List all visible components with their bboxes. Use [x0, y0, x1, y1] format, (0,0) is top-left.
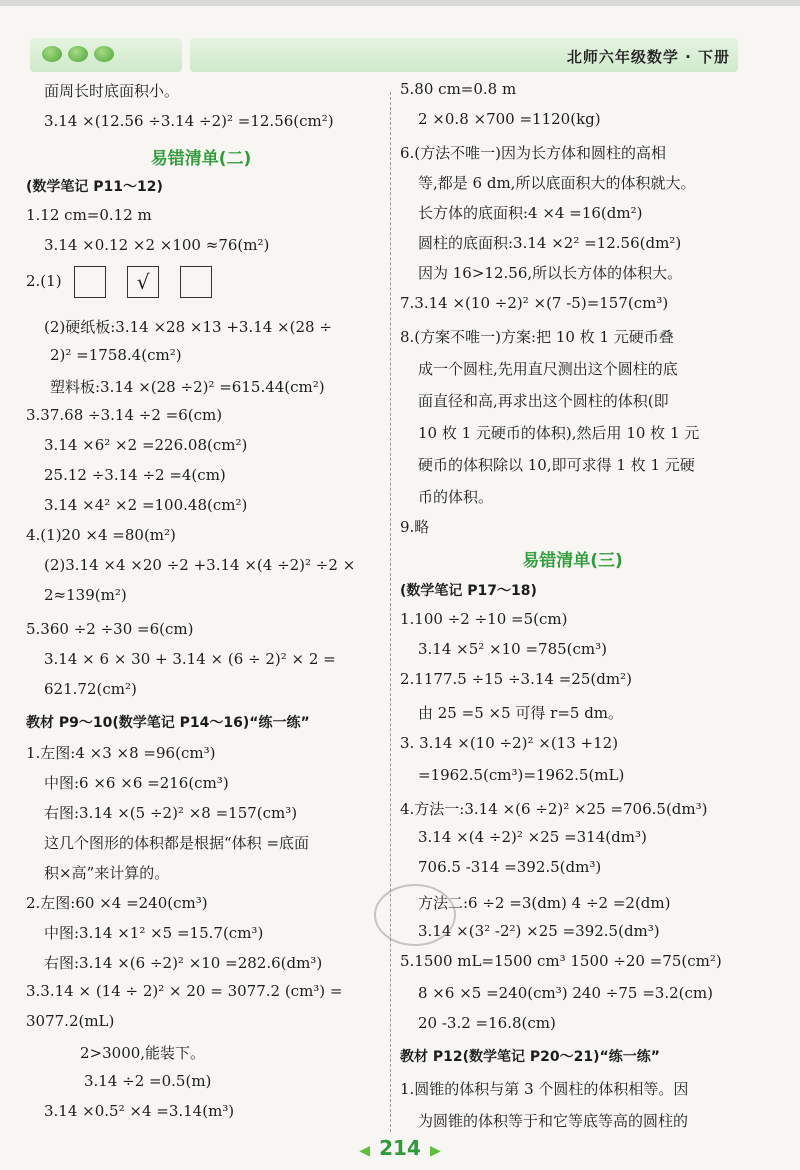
text-line: 积×高”来计算的。 — [44, 864, 170, 882]
answer-line: 7.3.14 ×(10 ÷2)² ×(7 -5)=157(cm³) — [400, 294, 669, 312]
text-line: 这几个图形的体积都是根据“体积 =底面 — [44, 834, 310, 852]
formula-line: 3.14 ×0.5² ×4 =3.14(m³) — [44, 1102, 235, 1120]
answer-line: 9.略 — [400, 518, 430, 536]
text-line: 面直径和高,再求出这个圆柱的体积(即 — [418, 392, 669, 410]
answer-line: 6.(方法不唯一)因为长方体和圆柱的高相 — [400, 144, 667, 162]
page-header — [0, 0, 800, 90]
formula-line: 706.5 -314 =392.5(dm³) — [418, 858, 602, 876]
formula-line: 3.14 ÷2 =0.5(m) — [84, 1072, 212, 1090]
right-arrow-icon: ▶ — [429, 1142, 441, 1159]
faded-stamp-icon — [370, 880, 460, 950]
page-footer — [0, 1136, 800, 1160]
book-title: 北师六年级数学 · 下册 — [566, 48, 730, 66]
formula-line: 3077.2(mL) — [26, 1012, 115, 1030]
formula-line: 3.14 ×6² ×2 =226.08(cm²) — [44, 436, 248, 454]
answer-line: 1.左图:4 ×3 ×8 =96(cm³) — [26, 744, 216, 762]
formula-line: 3.14 ×0.12 ×2 ×100 ≈76(m²) — [44, 236, 270, 254]
section-subtitle: (数学笔记 P17～18) — [400, 583, 537, 599]
formula-line: 8 ×6 ×5 =240(cm³) 240 ÷75 =3.2(cm) — [418, 984, 713, 1002]
answer-boxes — [26, 266, 220, 298]
green-dot-icon — [42, 46, 62, 62]
formula-line: 25.12 ÷3.14 ÷2 =4(cm) — [44, 466, 226, 484]
formula-line: 中图:6 ×6 ×6 =216(cm³) — [44, 774, 229, 792]
answer-line: 8.(方案不唯一)方案:把 10 枚 1 元硬币叠 — [400, 328, 674, 346]
formula-line: 圆柱的底面积:3.14 ×2² =12.56(dm²) — [418, 234, 682, 252]
answer-line: 5.360 ÷2 ÷30 =6(cm) — [26, 620, 194, 638]
formula-line: 方法二:6 ÷2 =3(dm) 4 ÷2 =2(dm) — [418, 894, 671, 912]
answer-line: 1.12 cm=0.12 m — [26, 206, 152, 224]
formula-line: 20 -3.2 =16.8(cm) — [418, 1014, 556, 1032]
formula-line: 2≈139(m²) — [44, 586, 127, 604]
answer-line: 5.80 cm=0.8 m — [400, 80, 517, 98]
top-rule — [0, 0, 800, 6]
formula-line: (2)3.14 ×4 ×20 ÷2 +3.14 ×(4 ÷2)² ÷2 × — [44, 556, 356, 574]
green-dot-icon — [68, 46, 88, 62]
text-line: 硬币的体积除以 10,即可求得 1 枚 1 元硬 — [418, 456, 695, 474]
page-number: 214 — [379, 1136, 421, 1160]
empty-box — [74, 266, 106, 298]
answer-line: 1.100 ÷2 ÷10 =5(cm) — [400, 610, 568, 628]
section-title: 易错清单(三) — [522, 551, 623, 571]
section-subtitle: (数学笔记 P11～12) — [26, 179, 163, 195]
text-line: 因为 16>12.56,所以长方体的体积大。 — [418, 264, 683, 282]
checked-box: √ — [127, 266, 159, 298]
formula-line: 2 ×0.8 ×700 =1120(kg) — [418, 110, 601, 128]
formula-line: =1962.5(cm³)=1962.5(mL) — [418, 766, 625, 784]
answer-line: 3.3.14 × (14 ÷ 2)² × 20 = 3077.2 (cm³) = — [26, 982, 343, 1000]
answer-line: 4.方法一:3.14 ×(6 ÷2)² ×25 =706.5(dm³) — [400, 800, 708, 818]
column-divider — [390, 92, 392, 1132]
answer-line: 3. 3.14 ×(10 ÷2)² ×(13 +12) — [400, 734, 619, 752]
formula-line: 右图:3.14 ×(5 ÷2)² ×8 =157(cm³) — [44, 804, 298, 822]
answer-line: 5.1500 mL=1500 cm³ 1500 ÷20 =75(cm²) — [400, 952, 722, 970]
text-line: 为圆锥的体积等于和它等底等高的圆柱的 — [418, 1112, 689, 1130]
formula-line: 长方体的底面积:4 ×4 =16(dm²) — [418, 204, 643, 222]
formula-line: 621.72(cm²) — [44, 680, 137, 698]
formula-line: 3.14 × 6 × 30 + 3.14 × (6 ÷ 2)² × 2 = — [44, 650, 336, 668]
formula-line: 3.14 ×4² ×2 =100.48(cm²) — [44, 496, 248, 514]
formula-line: (2)硬纸板:3.14 ×28 ×13 +3.14 ×(28 ÷ — [44, 318, 332, 336]
text-line: 10 枚 1 元硬币的体积),然后用 10 枚 1 元 — [418, 424, 700, 442]
text-line: 币的体积。 — [418, 488, 494, 506]
empty-box — [180, 266, 212, 298]
text-line: 由 25 =5 ×5 可得 r=5 dm。 — [418, 704, 624, 722]
answer-label: 2.(1) — [26, 272, 62, 290]
text-line: 等,都是 6 dm,所以底面积大的体积就大。 — [418, 174, 696, 192]
text-line: 成一个圆柱,先用直尺测出这个圆柱的底 — [418, 360, 678, 378]
formula-line: 3.14 ×5² ×10 =785(cm³) — [418, 640, 608, 658]
formula-line: 塑料板:3.14 ×(28 ÷2)² =615.44(cm²) — [50, 378, 325, 396]
answer-line: 4.(1)20 ×4 =80(m²) — [26, 526, 176, 544]
section-subtitle: 教材 P9～10(数学笔记 P14～16)“练一练” — [26, 715, 310, 731]
section-subtitle: 教材 P12(数学笔记 P20～21)“练一练” — [400, 1049, 660, 1065]
text-line: 2>3000,能装下。 — [80, 1044, 206, 1062]
formula-line: 2)² =1758.4(cm²) — [50, 346, 182, 364]
answer-line: 2.1177.5 ÷15 ÷3.14 =25(dm²) — [400, 670, 632, 688]
formula-line: 3.14 ×(12.56 ÷3.14 ÷2)² =12.56(cm²) — [44, 112, 334, 130]
answer-line: 1.圆锥的体积与第 3 个圆柱的体积相等。因 — [400, 1080, 689, 1098]
formula-line: 3.14 ×(3² -2²) ×25 =392.5(dm³) — [418, 922, 660, 940]
answer-line: 3.37.68 ÷3.14 ÷2 =6(cm) — [26, 406, 223, 424]
formula-line: 中图:3.14 ×1² ×5 =15.7(cm³) — [44, 924, 264, 942]
left-arrow-icon: ◀ — [359, 1142, 371, 1159]
answer-line: 2.左图:60 ×4 =240(cm³) — [26, 894, 208, 912]
formula-line: 右图:3.14 ×(6 ÷2)² ×10 =282.6(dm³) — [44, 954, 323, 972]
text-line: 面周长时底面积小。 — [44, 82, 180, 100]
formula-line: 3.14 ×(4 ÷2)² ×25 =314(dm³) — [418, 828, 647, 846]
section-title: 易错清单(二) — [150, 149, 252, 169]
green-dot-icon — [94, 46, 114, 62]
